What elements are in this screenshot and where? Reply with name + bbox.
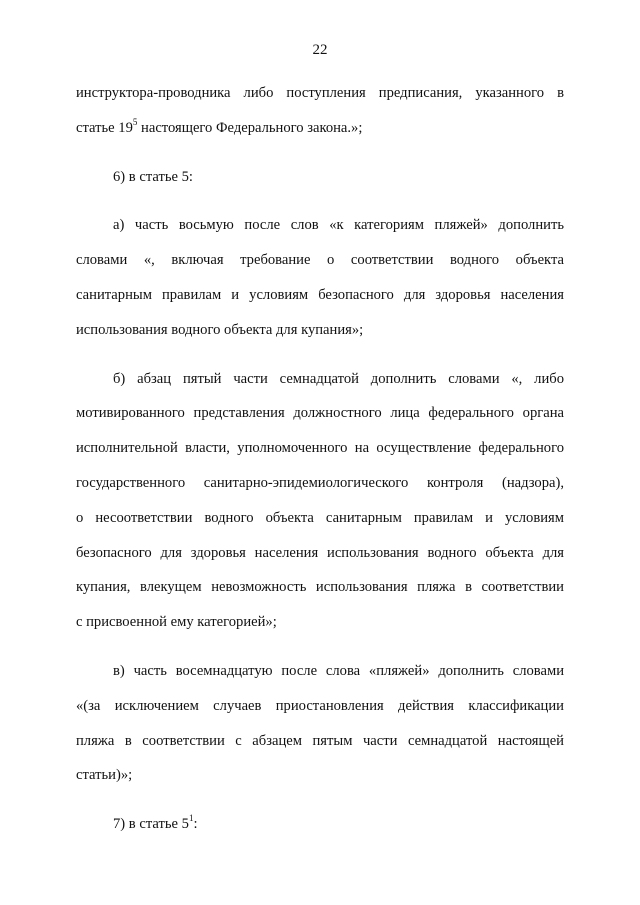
text-line — [76, 278, 564, 313]
superscript: 1 — [188, 813, 194, 824]
text-run: использования водного объекта для купания»; — [76, 321, 364, 338]
superscript: 5 — [132, 116, 138, 127]
text-run: 6) в статье 5: — [113, 168, 193, 185]
text-run: статьи)»; — [76, 767, 133, 784]
text-run: настоящего Федерального закона.»; — [137, 119, 363, 136]
text-line — [76, 111, 564, 146]
text-line — [76, 243, 564, 278]
paragraph-p0 — [76, 76, 564, 146]
text-run: безопасного для здоровья населения использования водного объекта для — [76, 544, 564, 561]
text-line — [76, 431, 564, 466]
paragraph-p2 — [76, 208, 564, 347]
text-run: пляжа в соответствии с абзацем пятым части семнадцатой настоящей — [76, 732, 564, 749]
text-line — [76, 724, 564, 759]
text-run: статье 19 — [76, 119, 133, 136]
text-run: с присвоенной ему категорией»; — [76, 614, 277, 631]
text-line — [76, 313, 564, 348]
text-line — [76, 76, 564, 111]
document-body — [76, 76, 564, 856]
text-run: «(за исключением случаев приостановления действия классификации — [76, 697, 564, 714]
text-run: : — [193, 816, 198, 833]
paragraph-p5 — [76, 807, 564, 842]
text-run: купания, влекущем невозможность использования пляжа в соответствии — [76, 579, 564, 596]
text-line — [76, 605, 564, 640]
text-run: в) часть восемнадцатую после слова «пляжей» дополнить словами — [113, 662, 564, 679]
text-line — [76, 758, 564, 793]
text-run: санитарным правилам и условиям безопасного для здоровья населения — [76, 286, 564, 303]
paragraph-p4 — [76, 654, 564, 793]
text-run: мотивированного представления должностного лица федерального органа — [76, 405, 564, 422]
text-line — [76, 689, 564, 724]
text-line — [76, 466, 564, 501]
text-run: а) часть восьмую после слов «к категориям пляжей» дополнить — [113, 217, 564, 234]
paragraph-p3 — [76, 362, 564, 640]
text-run: государственного санитарно-эпидемиологического контроля (надзора), — [76, 474, 564, 491]
paragraph-p1 — [76, 160, 564, 195]
text-line — [76, 160, 564, 195]
text-line — [76, 807, 564, 842]
text-line — [76, 208, 564, 243]
text-run: инструктора-проводника либо поступления предписания, указанного в — [76, 85, 564, 101]
text-run: о несоответствии водного объекта санитарным правилам и условиям — [76, 509, 564, 526]
text-line — [76, 501, 564, 536]
text-line — [76, 396, 564, 431]
page-number: 22 — [312, 42, 328, 58]
text-run: 7) в статье 5 — [113, 816, 189, 833]
text-line — [76, 654, 564, 689]
text-run: словами «, включая требование о соответствии водного объекта — [76, 252, 564, 269]
text-line — [76, 536, 564, 571]
text-run: б) абзац пятый части семнадцатой дополнить словами «, либо — [113, 370, 564, 387]
text-line — [76, 570, 564, 605]
text-line — [76, 362, 564, 397]
text-run: исполнительной власти, уполномоченного на осуществление федерального — [76, 440, 564, 457]
